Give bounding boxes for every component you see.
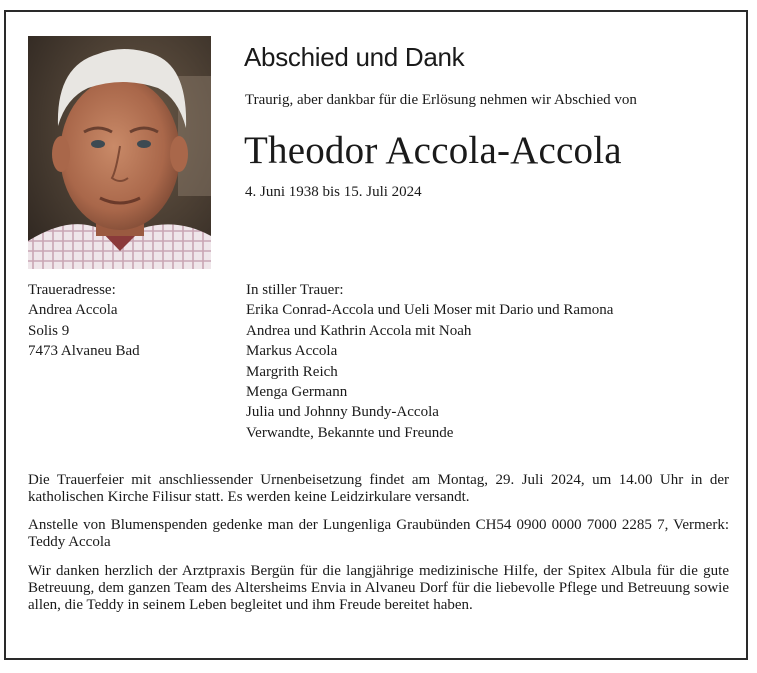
- ceremony-paragraph: Die Trauerfeier mit anschliessender Urnenbeisetzung findet am Montag, 29. Juli 2024, um 14.00 Uhr in der katholischen Kirche Filisur statt. Es werden keine Leidzirkulare versandt.: [28, 472, 729, 505]
- address-label: Traueradresse:: [28, 282, 116, 298]
- mourner-line: Julia und Johnny Bundy-Accola: [246, 404, 439, 421]
- mourners-label: In stiller Trauer:: [246, 282, 344, 298]
- notice-heading: Abschied und Dank: [244, 42, 465, 72]
- mourner-line: Menga Germann: [246, 384, 348, 401]
- address-line: Andrea Accola: [28, 302, 118, 319]
- thanks-paragraph: Wir danken herzlich der Arztpraxis Bergün für die langjährige medizinische Hilfe, der Spitex Albula für die gute Betreuung, dem ganzen Team des Altersheims Envia in Alvaneu Dorf für die liebevolle Pflege und Betreuung sowie allen, die Teddy in seinem Leben begleitet und ihm Freude bereitet haben.: [28, 563, 729, 613]
- donation-paragraph: Anstelle von Blumenspenden gedenke man der Lungenliga Graubünden CH54 0900 0000 7000 2285 7, Vermerk: Teddy Accola: [28, 517, 729, 550]
- intro-text: Traurig, aber dankbar für die Erlösung nehmen wir Abschied von: [245, 92, 637, 108]
- mourner-line: Margrith Reich: [246, 363, 338, 380]
- mourners-list: [246, 280, 613, 443]
- mourner-line: Markus Accola: [246, 343, 338, 360]
- address-line: Solis 9: [28, 322, 70, 339]
- life-dates: 4. Juni 1938 bis 15. Juli 2024: [245, 184, 422, 200]
- address-line: 7473 Alvaneu Bad: [28, 343, 140, 360]
- portrait-photo: [28, 36, 211, 269]
- mourner-line: Erika Conrad-Accola und Ueli Moser mit Dario und Ramona: [246, 302, 614, 319]
- mourning-address: [28, 280, 140, 362]
- mourner-line: Verwandte, Bekannte und Freunde: [246, 424, 454, 441]
- deceased-name: Theodor Accola-Accola: [244, 129, 622, 172]
- obituary-notice: [4, 10, 748, 660]
- mourner-line: Andrea und Kathrin Accola mit Noah: [246, 322, 472, 339]
